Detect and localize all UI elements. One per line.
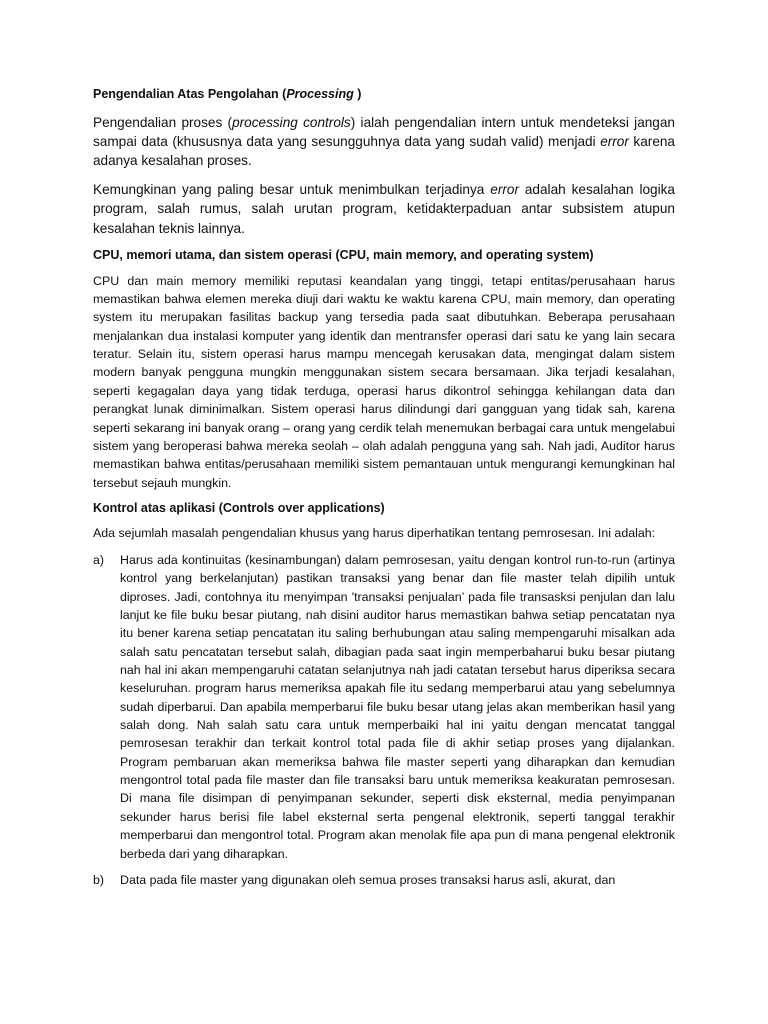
list-item-text: Harus ada kontinuitas (kesinambungan) dalam pemrosesan, yaitu dengan kontrol run-to-run (artinya kontrol yang berkelanjutan) pastikan transaksi yang benar dan file master telah dipilih untuk diproses. Jadi, contohnya itu menyimpan 'transaksi penjualan’ pada file transasksi penjulan dan lalu lanjut ke file buku besar piutang, nah disini auditor harus memastikan bahwa setiap pencatatan nya itu bener karena setiap pencatatan itu saling berhubungan atau saling mempengaruhi misalkan ada salah satu pencatatan tersebut salah, dibagian pada saat ingin memperbaharui buku besar piutang nah hal ini akan mempengaruhi catatan selanjutnya nah jadi catatan tersebut harus diperiksa secara keseluruhan. program harus memeriksa apakah file itu sedang memperbarui atau yang sebelumnya sudah diperbarui. Dan apabila memperbarui file buku besar utang jelas akan memberikan hasil yang salah dong. Nah salah satu cara untuk memperbaiki hal ini yaitu dengan mencatat tanggal pemrosesan terakhir dan terkait kontrol total pada file di akhir setiap proses yang dijalankan. Program pembaruan akan memeriksa bahwa file master seperti yang diharapkan dan kemudian mengontrol total pada file master dan file transaksi baru untuk memeriksa keakuratan pemrosesan. Di mana file disimpan di penyimpanan sekunder, seperti disk eksternal, media penyimpanan sekunder harus berisi file label eksternal serta pengenal elektronik, seperti tanggal terakhir memperbarui dan mengontrol total. Program akan menolak file apa pun di mana pengenal elektronik berbeda dari yang diharapkan. xyxy=(120,552,675,861)
intro-paragraph-1: Pengendalian proses (processing controls) ialah pengendalian intern untuk mendeteksi jangan sampai data (khususnya data yang sesungguhnya data yang sudah valid) menjadi error karena adanya kesalahan proses. xyxy=(93,114,675,169)
list-marker: a) xyxy=(93,552,105,567)
list-marker: b) xyxy=(93,872,105,887)
list-item-b xyxy=(93,871,675,889)
list-item-text: Data pada file master yang digunakan oleh semua proses transaksi harus asli, akurat, dan xyxy=(120,872,616,887)
intro-paragraph-2: Kemungkinan yang paling besar untuk menimbulkan terjadinya error adalah kesalahan logika program, salah rumus, salah urutan program, ketidakterpaduan antar subsistem atupun kesalahan teknis lainnya. xyxy=(93,181,675,236)
title-closing-text: ) xyxy=(353,87,362,101)
section-heading-applications: Kontrol atas aplikasi (Controls over applications) xyxy=(93,500,385,515)
title-text: Pengendalian Atas Pengolahan ( xyxy=(93,87,287,101)
section-cpu-paragraph: CPU dan main memory memiliki reputasi keandalan yang tinggi, tetapi entitas/perusahaan harus memastikan bahwa elemen mereka diuji dari waktu ke waktu karena CPU, main memory, dan operating system itu merupakan fasilitas backup yang tersedia pada saat dibutuhkan. Beberapa perusahaan menjalankan dua instalasi komputer yang identik dan mentransfer operasi dari satu ke yang lain secara teratur. Selain itu, sistem operasi harus mampu mencegah kerusakan data, mengingat dalam sistem modern banyak pengguna mungkin menggunakan sistem secara bersamaan. Jika terjadi kesalahan, seperti kegagalan daya yang tidak terduga, operasi harus dikontrol sehingga kehilangan data dan perangkat lunak diminimalkan. Sistem operasi harus dilindungi dari gangguan yang tidak sah, karena seperti sekarang ini banyak orang – orang yang cerdik telah menemukan berbagai cara untuk mengelabui sistem yang beroperasi bahwa mereka seolah – olah adalah pengguna yang sah. Nah jadi, Auditor harus memastikan bahwa entitas/perusahaan memiliki sistem pemantauan untuk mengurangi kemungkinan hal tersebut sejauh mungkin. xyxy=(93,273,675,490)
list-item-a xyxy=(93,551,675,863)
document-content xyxy=(93,86,675,897)
document-title xyxy=(93,86,675,104)
title-italic-text: Processing xyxy=(286,87,354,101)
section-heading-cpu: CPU, memori utama, dan sistem operasi (CPU, main memory, and operating system) xyxy=(93,248,594,263)
section-applications-intro: Ada sejumlah masalah pengendalian khusus yang harus diperhatikan tentang pemrosesan. Ini adalah: xyxy=(93,526,656,541)
